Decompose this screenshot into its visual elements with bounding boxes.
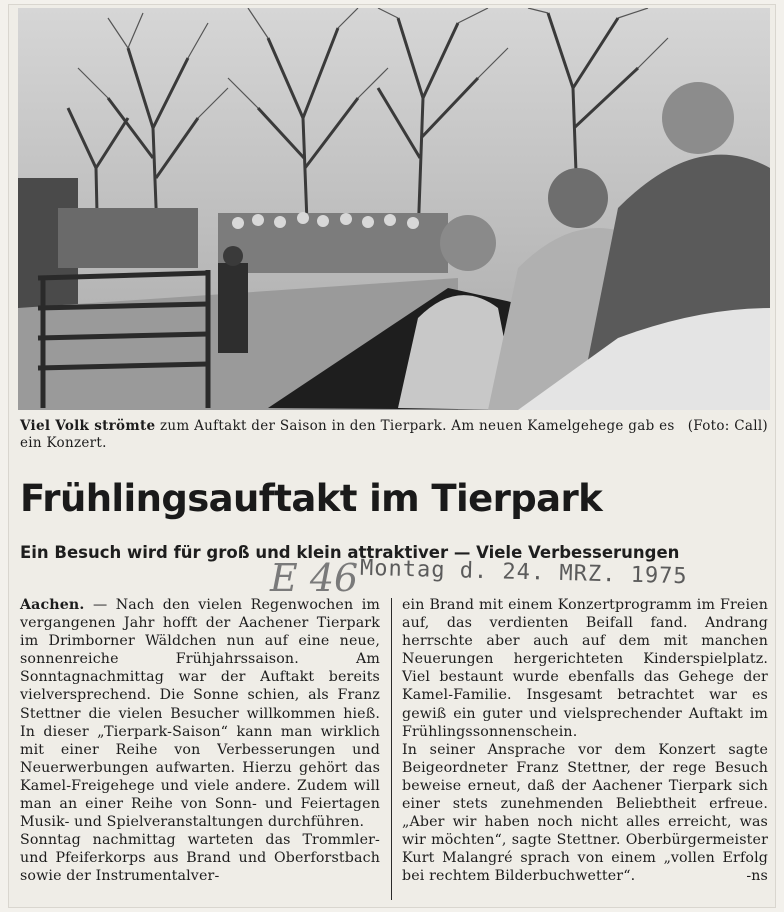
- article-text: ein Brand mit einem Konzertprogramm im Freien auf, das verdienten Beifall fand. Andrang herrschte aber auch auf dem mit manchen Neuerungen hergerichteten Kinderspielplatz. Viel bestaunt wurde ebenfalls das Gehege der Kamel-Familie. Insgesamt betrachtet war es gewiß ein guter und vielsprechender Auftakt im Frühlingssonnenschein.: [402, 597, 768, 740]
- photo-caption: [20, 418, 768, 452]
- article-text: In seiner Ansprache vor dem Konzert sagte Beigeordneter Franz Stettner, der rege Besuch beweise erneut, daß der Aachener Tierpark sich einer stets zunehmenden Beliebtheit erfreue. „Aber wir haben noch nicht alles erreicht, was wir möchten“, sagte Stettner. Oberbürgermeister Kurt Malangré sprach von einem „vollen Erfolg bei rechtem Bilderbuchwetter“.: [402, 741, 768, 885]
- photo-credit: (Foto: Call): [687, 418, 768, 434]
- column-divider: [391, 598, 392, 900]
- article-column-left: [20, 596, 380, 886]
- date-stamp-text: Montag d. 24. MRZ. 1975: [359, 555, 688, 590]
- article-paragraph: [20, 831, 380, 885]
- article-text: — Nach den vielen Regenwochen im vergangenen Jahr hofft der Aachener Tierpark im Drimborner Wäldchen nun auf eine neue, sonnenreiche Frühjahrssaison. Am Sonntagnachmittag war der Auftakt bereits vielversprechend. Die Sonne schien, als Franz Stettner die vielen Besucher willkommen hieß. In dieser „Tierpark-Saison“ kann man wirklich mit einer Reihe von Verbesserungen und Neuerwerbungen aufwarten. Hierzu gehört das Kamel-Freigehege und viele andere. Zudem will man an einer Reihe von Sonn- und Feiertagen Musik- und Spielveranstaltungen durchführen.: [20, 597, 380, 831]
- caption-lead: Viel Volk strömte: [20, 418, 156, 434]
- article-subheadline: Ein Besuch wird für groß und klein attraktiver — Viele Verbesserungen: [20, 543, 680, 562]
- article-paragraph: [402, 596, 768, 741]
- article-headline: Frühlingsauftakt im Tierpark: [20, 477, 603, 520]
- article-paragraph: [402, 741, 768, 886]
- article-column-right: [402, 596, 768, 886]
- photo-illustration: [18, 8, 770, 410]
- handwritten-archive-number: E 46: [270, 556, 359, 600]
- photo-tierpark-concert: [18, 8, 770, 410]
- article-text: Sonntag nachmittag warteten das Trommler- und Pfeiferkorps aus Brand und Oberforstbach sowie der Instrumentalver-: [20, 832, 380, 885]
- article-paragraph: [20, 596, 380, 831]
- author-signature: -ns: [746, 868, 768, 885]
- dateline-place: Aachen.: [20, 597, 85, 613]
- caption-text: zum Auftakt der Saison in den Tierpark. Am neuen Kamelgehege gab es ein Konzert.: [20, 418, 675, 451]
- newspaper-clipping: [8, 4, 776, 908]
